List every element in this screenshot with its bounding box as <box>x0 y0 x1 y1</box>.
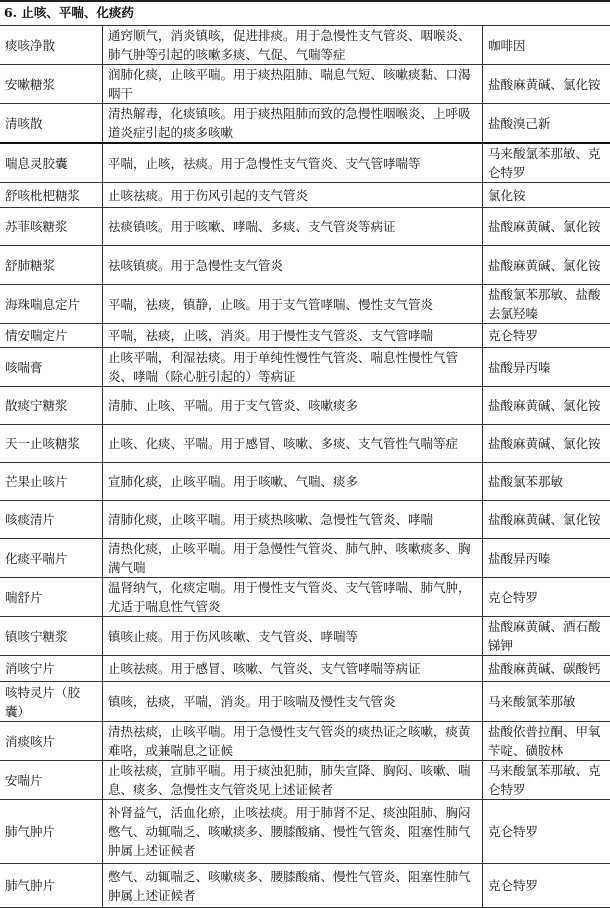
indication-cell: 清肺化痰，止咳平喘。用于痰热咳嗽、急慢性气管炎、哮喘 <box>103 501 483 539</box>
indication-cell: 清热化痰，止咳平喘。用于急慢性气管炎、肺气肿、咳嗽痰多、胸满气喘 <box>103 539 483 578</box>
table-row <box>0 387 610 425</box>
table-row <box>0 208 610 246</box>
indication-cell: 祛痰镇咳。用于咳嗽、哮喘、多痰、支气管炎等病证 <box>103 208 483 246</box>
table-row <box>0 143 610 183</box>
table-row <box>0 800 610 864</box>
table-row <box>0 463 610 501</box>
table-row <box>0 65 610 104</box>
drug-name-cell: 舒咳枇杷糖浆 <box>0 183 103 208</box>
drug-name-cell: 痰咳净散 <box>0 26 103 65</box>
drug-name-cell: 消咳宁片 <box>0 656 103 682</box>
drug-name-cell: 镇咳宁糖浆 <box>0 617 103 656</box>
ingredients-cell: 盐酸异丙嗪 <box>483 348 610 387</box>
drug-name-cell: 安嗽糖浆 <box>0 65 103 104</box>
drug-name-cell: 喘息灵胶囊 <box>0 143 103 183</box>
drug-name-cell: 清咳散 <box>0 104 103 144</box>
indication-cell: 平喘，止咳，祛痰。用于急慢性支气管炎、支气管哮喘等 <box>103 143 483 183</box>
drug-name-cell: 喘舒片 <box>0 578 103 617</box>
indication-cell: 平喘，祛痰，镇静，止咳。用于支气管哮喘、慢性支气管炎 <box>103 285 483 324</box>
indication-cell: 止咳祛痰。用于感冒、咳嗽、气管炎、支气管哮喘等病证 <box>103 656 483 682</box>
indication-cell: 平喘，祛痰，止咳，消炎。用于慢性支气管炎、支气管哮喘 <box>103 324 483 348</box>
drug-name-cell: 咳特灵片（胶囊） <box>0 682 103 722</box>
ingredients-cell: 盐酸氯苯那敏、盐酸去氯羟嗪 <box>483 285 610 324</box>
ingredients-cell: 盐酸麻黄碱、酒石酸锑钾 <box>483 617 610 656</box>
table-row <box>0 501 610 539</box>
indication-cell: 温肾纳气，化痰定喘。用于慢性支气管炎、支气管哮喘、肺气肿，尤适于喘息性气管炎 <box>103 578 483 617</box>
ingredients-cell: 氯化铵 <box>483 183 610 208</box>
ingredients-cell: 盐酸麻黄碱、氯化铵 <box>483 208 610 246</box>
table-row <box>0 246 610 285</box>
table-row <box>0 578 610 617</box>
ingredients-cell: 咖啡因 <box>483 26 610 65</box>
drug-name-cell: 消痰咳片 <box>0 722 103 761</box>
drug-name-cell: 海珠喘息定片 <box>0 285 103 324</box>
indication-cell: 止咳祛痰，宣肺平喘。用于痰浊犯肺，肺失宣降、胸闷、咳嗽、喘息、痰多、急慢性支气管炎见上述证候者 <box>103 761 483 800</box>
table-row <box>0 183 610 208</box>
ingredients-cell: 克仑特罗 <box>483 800 610 864</box>
ingredients-cell: 盐酸溴己新 <box>483 104 610 144</box>
indication-cell: 憋气、动辄喘乏、咳嗽痰多、腰膝酸痛、慢性气管炎、阻塞性肺气肿属上述证候者 <box>103 864 483 908</box>
table-row <box>0 682 610 722</box>
drug-table <box>0 25 610 908</box>
drug-name-cell: 肺气肿片 <box>0 864 103 908</box>
table-row <box>0 425 610 463</box>
indication-cell: 清肺、止咳、平喘。用于支气管炎、咳嗽痰多 <box>103 387 483 425</box>
ingredients-cell: 盐酸麻黄碱、氯化铵 <box>483 246 610 285</box>
drug-name-cell: 咳痰清片 <box>0 501 103 539</box>
ingredients-cell: 克仑特罗 <box>483 864 610 908</box>
ingredients-cell: 盐酸麻黄碱、氯化铵 <box>483 501 610 539</box>
table-row <box>0 26 610 65</box>
indication-cell: 宣肺化痰，止咳平喘。用于咳嗽、气喘、痰多 <box>103 463 483 501</box>
table-row <box>0 285 610 324</box>
indication-cell: 止咳祛痰。用于伤风引起的支气管炎 <box>103 183 483 208</box>
drug-name-cell: 咳喘膏 <box>0 348 103 387</box>
table-row <box>0 348 610 387</box>
drug-name-cell: 舒肺糖浆 <box>0 246 103 285</box>
indication-cell: 补肾益气，活血化瘀，止咳祛痰。用于肺肾不足、痰浊阻肺、胸闷憋气、动辄喘乏、咳嗽痰多、腰膝酸痛、慢性气管炎、阻塞性肺气肿属上述证候者 <box>103 800 483 864</box>
drug-name-cell: 苏菲咳糖浆 <box>0 208 103 246</box>
indication-cell: 润肺化痰，止咳平喘。用于痰热阻肺、喘息气短、咳嗽痰黏、口渴咽干 <box>103 65 483 104</box>
table-row <box>0 722 610 761</box>
table-row <box>0 539 610 578</box>
ingredients-cell: 克仑特罗 <box>483 324 610 348</box>
drug-name-cell: 天一止咳糖浆 <box>0 425 103 463</box>
indication-cell: 镇咳，祛痰，平喘，消炎。用于咳喘及慢性支气管炎 <box>103 682 483 722</box>
ingredients-cell: 盐酸氯苯那敏 <box>483 463 610 501</box>
table-row <box>0 761 610 800</box>
drug-name-cell: 散痰宁糖浆 <box>0 387 103 425</box>
indication-cell: 清热解毒，化痰镇咳。用于痰热阻肺而致的急慢性咽喉炎、上呼吸道炎症引起的痰多咳嗽 <box>103 104 483 144</box>
drug-name-cell: 安喘片 <box>0 761 103 800</box>
ingredients-cell: 马来酸氯苯那敏、克仑特罗 <box>483 143 610 183</box>
table-row <box>0 864 610 908</box>
indication-cell: 清热祛痰，止咳平喘。用于急慢性支气管炎的痰热证之咳嗽，痰黄难咯，或兼喘息之证候 <box>103 722 483 761</box>
table-row <box>0 324 610 348</box>
table-row <box>0 104 610 144</box>
ingredients-cell: 克仑特罗 <box>483 578 610 617</box>
drug-name-cell: 肺气肿片 <box>0 800 103 864</box>
indication-cell: 止咳平喘，利湿祛痰。用于单纯性慢性气管炎、喘息性慢性气管炎、哮喘（除心脏引起的）等病证 <box>103 348 483 387</box>
ingredients-cell: 盐酸麻黄碱、碳酸钙 <box>483 656 610 682</box>
ingredients-cell: 马来酸氯苯那敏 <box>483 682 610 722</box>
drug-name-cell: 情安喘定片 <box>0 324 103 348</box>
ingredients-cell: 盐酸依普拉酮、甲氧苄啶、磺胺林 <box>483 722 610 761</box>
table-row <box>0 617 610 656</box>
indication-cell: 止咳、化痰、平喘。用于感冒、咳嗽、多痰、支气管性气喘等症 <box>103 425 483 463</box>
ingredients-cell: 马来酸氯苯那敏、克仑特罗 <box>483 761 610 800</box>
ingredients-cell: 盐酸麻黄碱、氯化铵 <box>483 425 610 463</box>
indication-cell: 通窍顺气，消炎镇咳，促进排痰。用于急慢性支气管炎、咽喉炎、肺气肿等引起的咳嗽多痰、气促、气喘等症 <box>103 26 483 65</box>
ingredients-cell: 盐酸麻黄碱、氯化铵 <box>483 387 610 425</box>
table-row <box>0 656 610 682</box>
indication-cell: 镇咳止痰。用于伤风咳嗽、支气管炎、哮喘等 <box>103 617 483 656</box>
ingredients-cell: 盐酸异丙嗪 <box>483 539 610 578</box>
section-title: 6. 止咳、平喘、化痰药 <box>4 2 134 24</box>
drug-name-cell: 芒果止咳片 <box>0 463 103 501</box>
ingredients-cell: 盐酸麻黄碱、氯化铵 <box>483 65 610 104</box>
drug-name-cell: 化痰平喘片 <box>0 539 103 578</box>
indication-cell: 祛咳镇痰。用于急慢性支气管炎 <box>103 246 483 285</box>
